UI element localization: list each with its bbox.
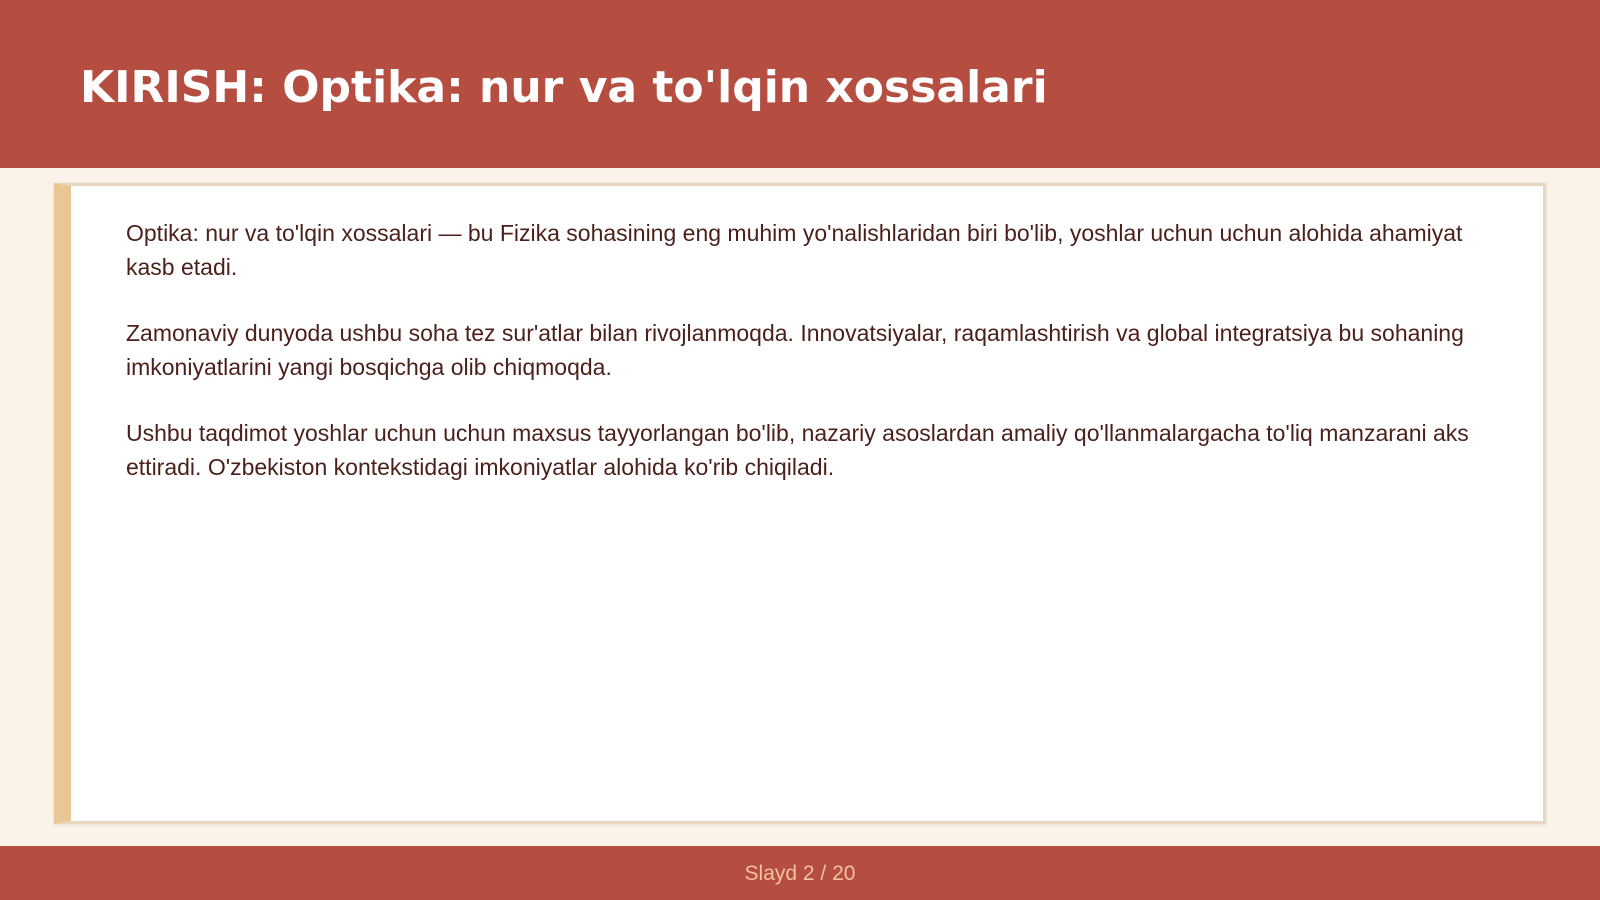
content-paragraph-3: Ushbu taqdimot yoshlar uchun uchun maxsus tayyorlangan bo'lib, nazariy asoslardan amaliy qo'llanmalargacha to'liq manzarani aks ettiradi. O'zbekiston kontekstidagi imkoniyatlar alohida ko'rib chiqiladi.: [126, 420, 1469, 480]
content-paragraph-2: Zamonaviy dunyoda ushbu soha tez sur'atlar bilan rivojlanmoqda. Innovatsiyalar, raqamlashtirish va global integratsiya bu sohaning imkoniyatlarini yangi bosqichga olib chiqmoqda.: [126, 320, 1464, 380]
content-paragraph-1: Optika: nur va to'lqin xossalari — bu Fizika sohasining eng muhim yo'nalishlaridan biri bo'lib, yoshlar uchun uchun alohida ahamiyat kasb etadi.: [126, 220, 1463, 280]
slide-counter: Slayd 2 / 20: [744, 862, 856, 885]
slide-header: [0, 0, 1600, 168]
content-card: [54, 183, 1546, 824]
slide-footer: [0, 846, 1600, 900]
slide-title: KIRISH: Optika: nur va to'lqin xossalari: [80, 62, 1048, 113]
